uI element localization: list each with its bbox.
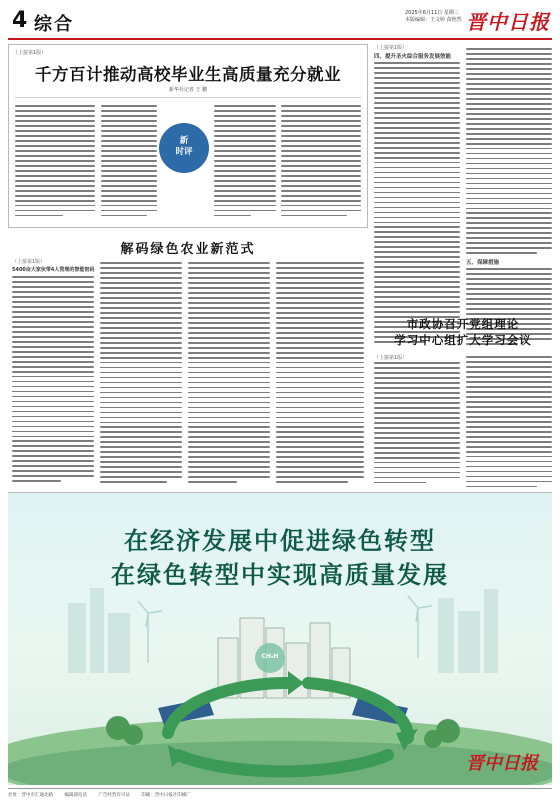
poster-badge: CH₄H <box>261 653 279 660</box>
article-cppcc <box>374 316 552 490</box>
text-column <box>15 105 95 220</box>
continued-label: （上接第1版） <box>374 355 408 361</box>
text-column <box>466 48 552 257</box>
footer-item: 广告经营许可证 <box>98 793 130 798</box>
badge-text-2: 时评 <box>175 147 193 157</box>
green-transition-poster <box>8 492 552 785</box>
continued-label: （上接第1版） <box>13 50 47 56</box>
page-footer <box>8 788 552 798</box>
text-column <box>101 105 157 220</box>
headline-line: 市政协召开党组理论 <box>406 317 520 331</box>
headline-line: 学习中心组扩大学习会议 <box>394 333 532 347</box>
poster-slogan: 在经济发展中促进绿色转型 <box>124 527 436 555</box>
text-column <box>100 262 182 486</box>
section-subhead: 五、保障措施 <box>466 260 500 266</box>
article-green-agriculture <box>8 232 368 490</box>
masthead-rule <box>8 38 552 40</box>
text-column <box>374 362 460 487</box>
paper-watermark: 晋中日报 <box>466 753 538 774</box>
issue-editor: 本版编辑：王文婷 苗艳然 <box>405 17 462 23</box>
article-byline: 新华社记者 王 鹏 <box>168 87 208 93</box>
text-column <box>466 356 552 491</box>
badge-text-1: 新 <box>179 136 189 146</box>
article-headline: 解码绿色农业新范式 <box>120 242 256 257</box>
article-headline: 千方百计推动高校毕业生高质量充分就业 <box>35 65 341 84</box>
footer-address: 社址：晋中市汇通北路 <box>8 793 53 798</box>
footer-item: 印刷：晋中日报社印刷厂 <box>141 793 191 798</box>
continued-label: （上接第1版） <box>374 45 408 51</box>
paper-logo: 晋中日报 <box>466 10 550 34</box>
issue-date: 2025年6月11日 星期三 <box>405 10 459 16</box>
text-column <box>214 105 276 220</box>
article-employment <box>8 44 368 228</box>
continued-label: （上接第1版） <box>12 259 46 265</box>
article-subhead: 5400亩大家伙带4人管理的智能密码 <box>12 267 95 273</box>
masthead <box>0 0 560 38</box>
poster-slogan: 在绿色转型中实现高质量发展 <box>111 561 449 589</box>
text-column <box>188 262 270 486</box>
text-column <box>12 276 94 485</box>
footer-item: 编辑部电话 <box>64 793 87 798</box>
page-number: 4 <box>12 8 28 33</box>
section-title: 综合 <box>34 14 74 35</box>
section-subhead: 四、提升圣火综合服务发展效能 <box>374 54 452 60</box>
text-column <box>276 262 364 486</box>
article-headline <box>374 316 552 348</box>
text-column <box>281 105 361 220</box>
divider <box>15 97 361 98</box>
new-era-badge <box>159 123 209 173</box>
text-column <box>374 62 460 346</box>
